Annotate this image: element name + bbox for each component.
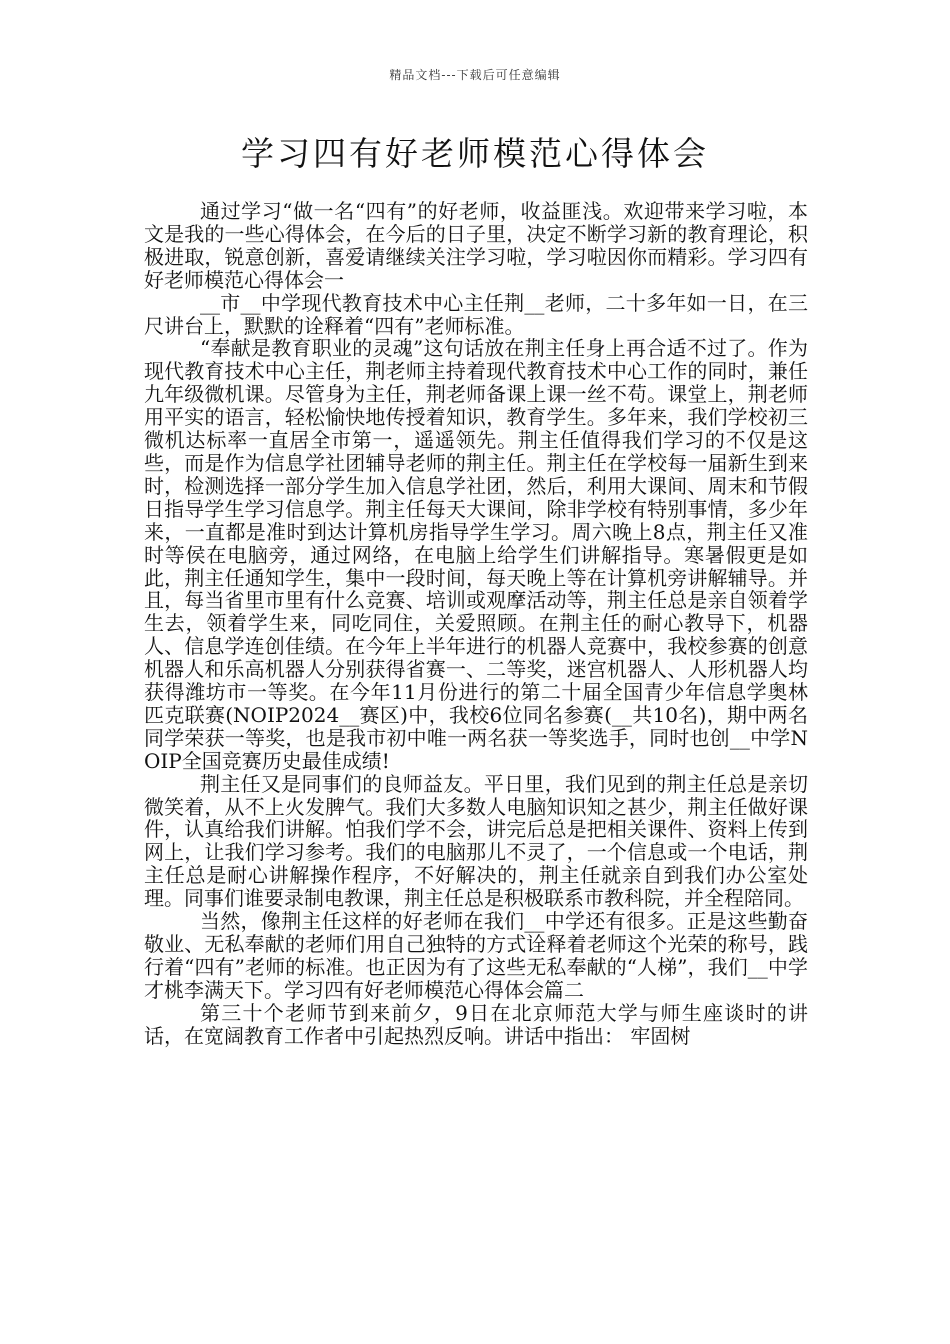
paragraph-2: __市__中学现代教育技术中心主任荆__老师，二十多年如一日，在三尺讲台上，默默的诠释着“四有”老师标准。	[144, 290, 808, 338]
document-title: 学习四有好老师模范心得体会	[241, 134, 709, 173]
paragraph-3: “奉献是教育职业的灵魂”这句话放在荆主任身上再合适不过了。作为现代教育技术中心主任，荆老师主持着现代教育技术中心工作的同时，兼任九年级微机课。尽管身为主任，荆老师备课上课一丝不苟。课堂上，荆老师用平实的语言，轻松愉快地传授着知识，教育学生。多年来，我们学校初三微机达标率一直居全市第一，遥遥领先。荆主任值得我们学习的不仅是这些，而是作为信息学社团辅导老师的荆主任。荆主任在学校每一届新生到来时，检测选择一部分学生加入信息学社团，然后，利用大课间、周末和节假日指导学生学习信息学。荆主任每天大课间，除非学校有特别事情，多少年来，一直都是准时到达计算机房指导学生学习。周六晚上8点，荆主任又准时等侯在电脑旁，通过网络，在电脑上给学生们讲解指导。寒暑假更是如此，荆主任通知学生，集中一段时间，每天晚上等在计算机旁讲解辅导。并且，每当省里市里有什么竞赛、培训或观摩活动等，荆主任总是亲自领着学生去，领着学生来，同吃同住，关爱照顾。在荆主任的耐心教导下，机器人、信息学连创佳绩。在今年上半年进行的机器人竞赛中，我校参赛的创意机器人和乐高机器人分别获得省赛一、二等奖，迷宫机器人、人形机器人均获得潍坊市一等奖。在今年11月份进行的第二十届全国青少年信息学奥林匹克联赛(NOIP2024__赛区)中，我校6位同名参赛(__共10名)，期中两名同学荣获一等奖，也是我市初中唯一两名获一等奖选手，同时也创__中学NOIP全国竞赛历史最佳成绩!	[144, 336, 808, 773]
paragraph-4: 荆主任又是同事们的良师益友。平日里，我们见到的荆主任总是亲切微笑着，从不上火发脾气。我们大多数人电脑知识知之甚少，荆主任做好课件，认真给我们讲解。怕我们学不会，讲完后总是把相关课件、资料上传到网上，让我们学习参考。我们的电脑那儿不灵了，一个信息或一个电话，荆主任总是耐心讲解操作程序，不好解决的，荆主任就亲自到我们办公室处理。同事们谁要录制电教课，荆主任总是积极联系市教科院，并全程陪同。	[144, 771, 808, 911]
paragraph-1: 通过学习“做一名“四有”的好老师，收益匪浅。欢迎带来学习啦，本文是我的一些心得体会，在今后的日子里，决定不断学习新的教育理论，积极进取，锐意创新，喜爱请继续关注学习啦，学习啦因你而精彩。学习四有好老师模范心得体会一	[144, 199, 808, 292]
paragraph-6: 第三十个老师节到来前夕，9日在北京师范大学与师生座谈时的讲话，在宽阔教育工作者中引起热烈反响。讲话中指出： 牢固树	[144, 1000, 808, 1048]
paragraph-5: 当然，像荆主任这样的好老师在我们__中学还有很多。正是这些勤奋敬业、无私奉献的老师们用自己独特的方式诠释着老师这个光荣的称号，践行着“四有”老师的标准。也正因为有了这些无私奉献的“人梯”，我们__中学才桃李满天下。学习四有好老师模范心得体会篇二	[144, 909, 808, 1002]
header-note: 精品文档---下载后可任意编辑	[389, 68, 561, 82]
document-body	[144, 200, 808, 1048]
